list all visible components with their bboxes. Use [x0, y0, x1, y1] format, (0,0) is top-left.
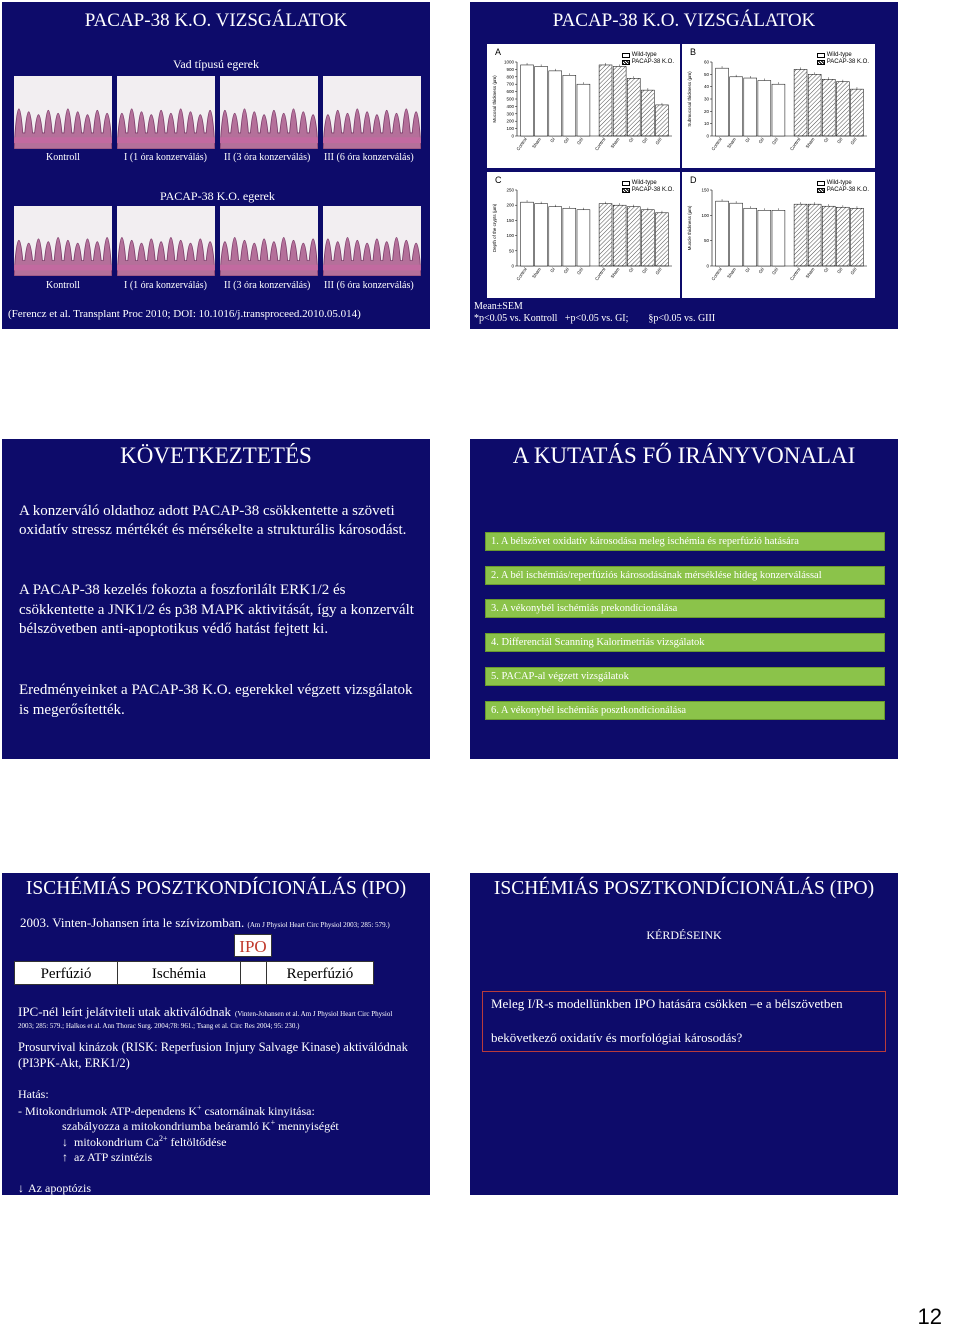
y-tick-label: 0	[511, 263, 514, 269]
question-line-2: bekövetkező oxidatív és morfológiai károsodás?	[491, 1030, 743, 1045]
caption-kontroll-ko: Kontroll	[46, 280, 80, 291]
muscle-layer	[220, 265, 318, 271]
x-tick-label: GII	[562, 266, 571, 275]
bar-wild-type-gii	[758, 210, 771, 266]
y-tick-label: 20	[703, 108, 709, 114]
ipc-text: IPC-nél leírt jelátviteli utak aktiválódnak	[18, 1004, 231, 1019]
y-tick-label: 500	[506, 96, 514, 102]
slide-title: PACAP-38 K.O. VIZSGÁLATOK	[84, 10, 348, 31]
footnote-significance: *p<0.05 vs. Kontroll +p<0.05 vs. GI; §p<0.05 vs. GIII	[474, 313, 716, 324]
conclusion-paragraph-3: Eredményeinket a PACAP-38 K.O. egerekkel végzett vizsgálatok is megerősítették.	[19, 682, 413, 718]
slide-title: PACAP-38 K.O. VIZSGÁLATOK	[552, 10, 816, 31]
bar-pacap-38-k-o--sham	[613, 66, 626, 136]
reg-line	[62, 1118, 339, 1134]
ca-text-end: feltöltődése	[167, 1135, 227, 1149]
bar-pacap-38-k-o--giii	[656, 213, 669, 266]
x-tick-label: Control	[515, 136, 528, 152]
conclusion-paragraph-2: A PACAP-38 kezelés fokozta a foszforilált ERK1/2 és csökkentette a JNK1/2 és p38 MAPK aktivitását, így a konzervált bélszövetben anti-apoptotikus védő hatást fejtett ki.	[19, 582, 414, 637]
x-tick-label: GII	[757, 266, 766, 275]
bar-chart-crypts	[491, 176, 676, 294]
atp-line	[62, 1150, 152, 1165]
footnote-mean: Mean±SEM	[474, 301, 523, 312]
x-tick-label: GII	[641, 266, 649, 275]
slide-pacap-histology	[2, 2, 430, 329]
bar-wild-type-sham	[730, 77, 743, 136]
x-tick-label: Control	[788, 266, 802, 282]
bar-pacap-38-k-o--sham	[808, 204, 821, 266]
x-tick-label: GIII	[576, 266, 585, 276]
bar-wild-type-control	[716, 201, 729, 266]
bar-wild-type-gi	[549, 207, 562, 266]
x-tick-label: GII	[641, 136, 649, 145]
bar-wild-type-gii	[563, 75, 576, 136]
y-tick-label: 900	[506, 66, 514, 72]
bar-pacap-38-k-o--giii	[851, 89, 864, 136]
muscle-layer	[323, 265, 421, 271]
research-item-4: 4. Differenciál Scanning Kalorimetriás vizsgálatok	[485, 633, 885, 652]
intro-line	[20, 915, 390, 931]
slide-title: ISCHÉMIÁS POSZTKONDÍCIONÁLÁS (IPO)	[25, 878, 407, 899]
x-tick-label: Sham	[609, 136, 621, 150]
bar-wild-type-sham	[730, 203, 743, 266]
mito-text-end: csatornáinak kinyitása:	[201, 1104, 315, 1118]
ipo-label: IPO	[239, 937, 267, 956]
caption-i-ko: I (1 óra konzerválás)	[124, 280, 208, 291]
ipc-line	[18, 1003, 423, 1030]
intro-reference: (Am J Physiol Heart Circ Physiol 2003; 285: 579.)	[247, 921, 390, 929]
bar-pacap-38-k-o--gii	[641, 210, 654, 266]
x-tick-label: Sham	[609, 266, 621, 280]
y-tick-label: 150	[701, 187, 709, 193]
caption-iii-ko: III (6 óra konzerválás)	[324, 280, 414, 291]
muscle-layer	[117, 265, 215, 271]
question-line-1: Meleg I/R-s modellünkben IPO hatására csökken –e a bélszövetben	[491, 996, 843, 1011]
y-tick-label: 50	[703, 71, 709, 77]
y-tick-label: 10	[703, 121, 709, 127]
bar-wild-type-giii	[577, 84, 590, 136]
y-tick-label: 60	[703, 59, 709, 65]
caption-ii: II (3 óra konzerválás)	[224, 152, 311, 163]
y-tick-label: 0	[511, 133, 514, 139]
muscle-layer	[14, 137, 112, 143]
y-tick-label: 1000	[503, 59, 514, 65]
reperfusion-box	[266, 961, 374, 985]
perfusion-label: Perfúzió	[40, 966, 92, 982]
histology-image-ko-control	[14, 206, 112, 276]
x-tick-label: Control	[788, 136, 802, 152]
bar-pacap-38-k-o--gii	[836, 82, 849, 136]
x-tick-label: Control	[710, 266, 723, 282]
legend-ko: PACAP-38 K.O.	[826, 59, 869, 65]
legend-ko: PACAP-38 K.O.	[826, 187, 869, 193]
bar-wild-type-giii	[772, 84, 785, 136]
legend-ko: PACAP-38 K.O.	[631, 187, 674, 193]
legend-wild: Wild-type	[631, 52, 657, 58]
y-tick-label: 50	[703, 238, 709, 244]
x-tick-label: GIII	[849, 136, 858, 146]
x-tick-label: Control	[593, 266, 607, 282]
ischemia-label: Ischémia	[151, 966, 207, 982]
ca-sup: 2+	[159, 1134, 168, 1143]
muscle-layer	[117, 137, 215, 143]
arrow-down-icon: ↓	[18, 1181, 24, 1195]
y-tick-label: 50	[508, 248, 514, 254]
x-tick-label: GI	[627, 136, 635, 144]
chart-panel-b	[682, 44, 875, 168]
bar-pacap-38-k-o--control	[794, 204, 807, 266]
bar-pacap-38-k-o--sham	[613, 205, 626, 266]
x-tick-label: GI	[744, 266, 752, 274]
legend-wild: Wild-type	[826, 52, 852, 58]
y-axis-label: Muscle thickness (µm)	[687, 205, 692, 251]
mito-text: - Mitokondriumok ATP-dependens K	[18, 1104, 197, 1118]
histology-image-ko-6h	[323, 206, 421, 276]
x-tick-label: GIII	[576, 136, 585, 146]
chart-panel-d	[682, 172, 875, 298]
research-item-3: 3. A vékonybél ischémiás prekondícionálása	[485, 599, 885, 618]
bar-wild-type-gii	[758, 81, 771, 137]
ipo-gap-box	[240, 961, 267, 985]
ca-text: mitokondrium Ca	[74, 1135, 159, 1149]
x-tick-label: GII	[562, 136, 571, 145]
bar-pacap-38-k-o--control	[599, 65, 612, 136]
ipo-label-box	[234, 934, 272, 957]
muscle-layer	[14, 265, 112, 271]
research-item-6: 6. A vékonybél ischémiás posztkondícionálása	[485, 701, 885, 720]
y-tick-label: 0	[706, 263, 709, 269]
chart-panel-a	[487, 44, 680, 168]
panel-letter: A	[495, 47, 502, 57]
histology-image-wt-6h	[323, 76, 421, 149]
mito-sup: +	[197, 1103, 202, 1112]
slide-title: A KUTATÁS FŐ IRÁNYVONALAI	[512, 443, 856, 468]
x-tick-label: GI	[822, 136, 830, 144]
bar-chart-mucosal	[491, 48, 676, 164]
bar-pacap-38-k-o--sham	[808, 74, 821, 136]
y-tick-label: 40	[703, 84, 709, 90]
bar-chart-muscle	[686, 176, 871, 294]
bar-wild-type-gi	[549, 71, 562, 136]
bar-pacap-38-k-o--giii	[851, 208, 864, 266]
ischemia-box	[117, 961, 241, 985]
x-tick-label: GI	[549, 266, 557, 274]
bar-wild-type-gi	[744, 78, 757, 136]
panel-letter: B	[690, 47, 697, 57]
x-tick-label: Control	[710, 136, 723, 152]
reperfusion-label: Reperfúzió	[286, 966, 354, 982]
x-tick-label: GII	[757, 136, 766, 145]
questions-subtitle: KÉRDÉSEINK	[646, 928, 722, 942]
histology-image-wt-3h	[220, 76, 318, 149]
ca-line	[62, 1134, 227, 1150]
arrow-down-icon: ↓	[62, 1135, 68, 1149]
y-axis-label: Mucosal thickness (µm)	[492, 75, 497, 123]
bar-wild-type-control	[716, 68, 729, 136]
y-tick-label: 30	[703, 96, 709, 102]
x-tick-label: GIII	[849, 266, 858, 276]
arrow-up-icon: ↑	[62, 1150, 68, 1164]
y-tick-label: 100	[506, 233, 514, 239]
research-item-2: 2. A bél ischémiás/reperfúziós károsodásának mérséklése hideg konzerválással	[485, 566, 885, 585]
y-tick-label: 150	[506, 217, 514, 223]
bar-pacap-38-k-o--gii	[836, 207, 849, 266]
bar-pacap-38-k-o--gii	[641, 90, 654, 136]
chart-panel-c	[487, 172, 680, 298]
histology-image-ko-3h	[220, 206, 318, 276]
bar-chart-submucosal	[686, 48, 871, 164]
slide-conclusion	[2, 439, 430, 759]
bar-wild-type-gii	[563, 208, 576, 266]
bar-wild-type-giii	[577, 210, 590, 266]
research-item-5: 5. PACAP-al végzett vizsgálatok	[485, 667, 885, 686]
y-tick-label: 0	[706, 133, 709, 139]
apoptosis-line	[18, 1181, 91, 1196]
x-tick-label: GIII	[654, 266, 663, 276]
x-tick-label: Sham	[804, 136, 816, 150]
y-tick-label: 100	[701, 212, 709, 218]
bar-pacap-38-k-o--gi	[627, 207, 640, 266]
x-tick-label: Sham	[726, 136, 737, 150]
histology-image-ko-1h	[117, 206, 215, 276]
x-tick-label: GI	[549, 136, 557, 144]
bar-pacap-38-k-o--giii	[656, 105, 669, 136]
x-tick-label: Control	[593, 136, 607, 152]
ipc-reference: (Vinten-Johansen et al. Am J Physiol Heart Circ Physiol	[235, 1010, 393, 1018]
legend-wild: Wild-type	[631, 180, 657, 186]
risk-text: Prosurvival kinázok (RISK: Reperfusion Injury Salvage Kinase) aktiválódnak (PI3PK-Akt, ERK1/2)	[18, 1040, 408, 1070]
bar-pacap-38-k-o--gi	[627, 78, 640, 136]
conclusion-paragraph-1: A konzerváló oldathoz adott PACAP-38 csökkentette a szöveti oxidatív stressz mértékét és mérsékelte a strukturális károsodást.	[19, 503, 407, 538]
caption-ii-ko: II (3 óra konzerválás)	[224, 280, 311, 291]
perfusion-box	[14, 961, 118, 985]
caption-kontroll: Kontroll	[46, 152, 80, 163]
y-tick-label: 600	[506, 89, 514, 95]
bar-wild-type-giii	[772, 210, 785, 266]
x-tick-label: Control	[515, 266, 528, 282]
bar-wild-type-control	[521, 65, 534, 136]
reg-text: szabályozza a mitokondriumba beáramló K	[62, 1119, 271, 1133]
slide-title: KÖVETKEZTETÉS	[120, 443, 312, 468]
apoptosis-text: Az apoptózis	[28, 1181, 91, 1195]
slide-pacap-charts	[470, 2, 898, 329]
y-tick-label: 250	[506, 187, 514, 193]
bar-pacap-38-k-o--control	[794, 69, 807, 136]
y-tick-label: 400	[506, 103, 514, 109]
y-tick-label: 100	[506, 126, 514, 132]
x-tick-label: Sham	[531, 136, 542, 150]
x-tick-label: Sham	[726, 266, 737, 280]
y-tick-label: 200	[506, 118, 514, 124]
x-tick-label: GI	[627, 266, 635, 274]
intro-text: 2003. Vinten-Johansen írta le szívizomban.	[20, 915, 245, 930]
y-axis-label: Submucosal thickness (µm)	[687, 71, 692, 127]
muscle-layer	[323, 137, 421, 143]
bar-pacap-38-k-o--gi	[822, 79, 835, 136]
panel-letter: D	[690, 175, 697, 185]
bar-pacap-38-k-o--gi	[822, 206, 835, 266]
x-tick-label: GII	[836, 136, 844, 145]
mito-line	[18, 1103, 315, 1119]
y-axis-label: Depth of the crypts (µm)	[492, 203, 497, 253]
reference: (Ferencz et al. Transplant Proc 2010; DOI: 10.1016/j.transproceed.2010.05.014)	[8, 308, 361, 320]
ipc-reference-2: 2003; 285: 579.; Halkos et al. Ann Thorac Surg. 2004;78: 961.; Tsang et al. Circ Res 2004; 95: 230.)	[18, 1022, 300, 1030]
bar-wild-type-sham	[535, 204, 548, 266]
reg-text-end: mennyiségét	[275, 1119, 339, 1133]
legend-wild: Wild-type	[826, 180, 852, 186]
atp-text: az ATP szintézis	[74, 1150, 153, 1164]
caption-iii: III (6 óra konzerválás)	[324, 152, 414, 163]
x-tick-label: Sham	[531, 266, 542, 280]
y-tick-label: 300	[506, 111, 514, 117]
hatas-label: Hatás:	[18, 1087, 49, 1101]
y-tick-label: 700	[506, 81, 514, 87]
histology-image-wt-1h	[117, 76, 215, 149]
page-number: 12	[917, 1304, 942, 1329]
y-tick-label: 200	[506, 202, 514, 208]
bar-wild-type-gi	[744, 208, 757, 266]
caption-i: I (1 óra konzerválás)	[124, 152, 208, 163]
x-tick-label: Sham	[804, 266, 816, 280]
research-item-1: 1. A bélszövet oxidatív károsodása meleg ischémia és reperfúzió hatására	[485, 532, 885, 551]
muscle-layer	[220, 137, 318, 143]
wild-type-label: Vad típusú egerek	[173, 57, 259, 71]
histology-image-wt-control	[14, 76, 112, 149]
reg-sup: +	[270, 1118, 276, 1127]
slide-title: ISCHÉMIÁS POSZTKONDÍCIONÁLÁS (IPO)	[493, 878, 875, 899]
panel-letter: C	[495, 175, 502, 185]
bar-wild-type-control	[521, 202, 534, 266]
y-tick-label: 800	[506, 74, 514, 80]
x-tick-label: GI	[744, 136, 752, 144]
x-tick-label: GI	[822, 266, 830, 274]
x-tick-label: GIII	[771, 266, 780, 276]
legend-ko: PACAP-38 K.O.	[631, 59, 674, 65]
x-tick-label: GII	[836, 266, 844, 275]
bar-pacap-38-k-o--control	[599, 204, 612, 266]
ko-label: PACAP-38 K.O. egerek	[160, 189, 275, 203]
x-tick-label: GIII	[771, 136, 780, 146]
bar-wild-type-sham	[535, 66, 548, 136]
x-tick-label: GIII	[654, 136, 663, 146]
